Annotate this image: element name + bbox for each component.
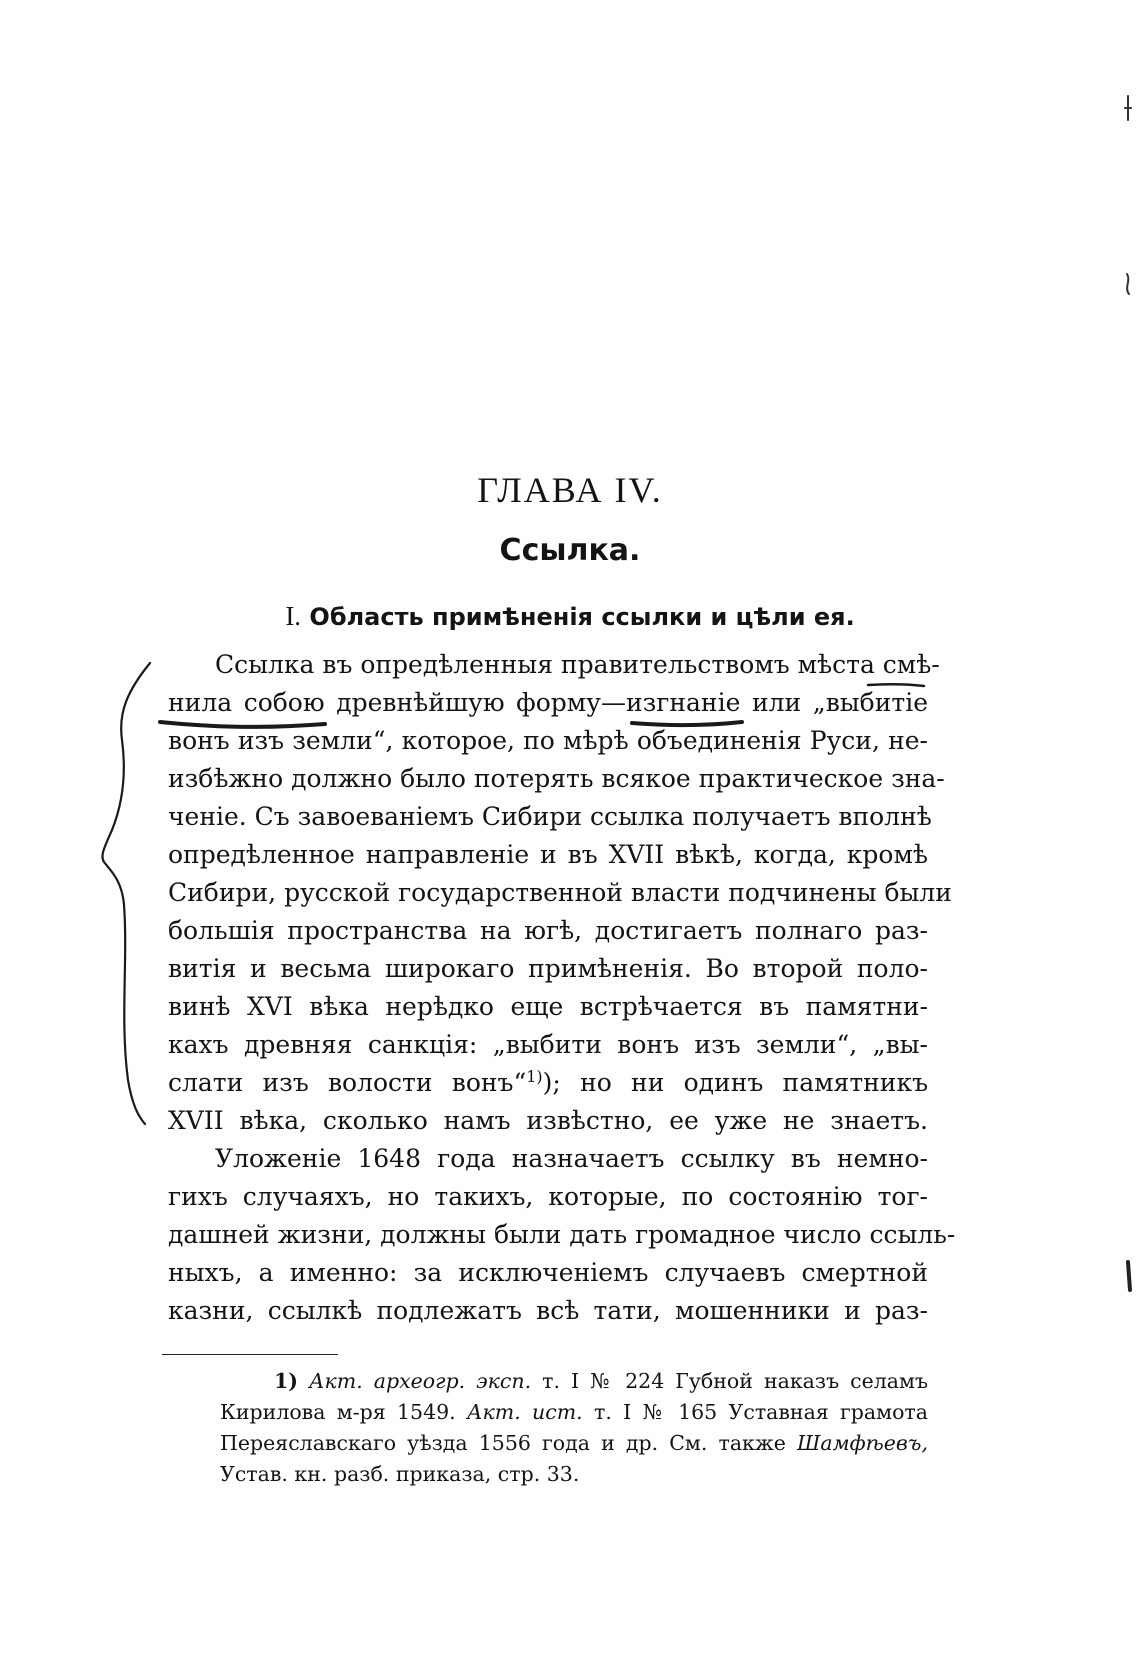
body-line-tail: ); но ни одинъ памятникъ: [542, 1068, 928, 1097]
margin-mark: [1125, 96, 1131, 120]
body-line: Уложеніе 1648 года назначаетъ ссылку въ немно-: [215, 1144, 928, 1173]
body-line: гихъ случаяхъ, но такихъ, которые, по состоянію тог-: [168, 1182, 928, 1211]
footnote-line: [220, 1397, 928, 1428]
footnote-marker: 1): [274, 1369, 298, 1393]
footnote-divider: [162, 1354, 338, 1355]
footnote-text: Кирилова м-ря 1549.: [220, 1400, 456, 1424]
footnote-author: Шамфѣевъ,: [796, 1431, 928, 1455]
body-line: витія и весьма широкаго примѣненія. Во второй поло-: [168, 954, 928, 983]
footnote-reference[interactable]: 1): [526, 1067, 543, 1086]
body-line: избѣжно должно было потерять всякое практическое зна-: [168, 764, 945, 793]
margin-mark: [1127, 274, 1129, 294]
footnote-line: [220, 1428, 928, 1459]
body-paragraphs: [168, 646, 956, 1330]
footnote-text: Переяславскаго уѣзда 1556 года и др. См. также: [220, 1431, 786, 1455]
body-line: казни, ссылкѣ подлежатъ всѣ тати, мошенники и раз-: [168, 1296, 928, 1325]
section-heading-text: Область примѣненія ссылки и цѣли ея.: [309, 603, 855, 631]
footnote-text: т. I № 224 Губной наказъ селамъ: [542, 1369, 928, 1393]
chapter-title: ГЛАВА IV.: [477, 470, 663, 510]
footnotes: [220, 1366, 928, 1490]
section-numeral: I.: [285, 601, 302, 631]
body-line: нила собою древнѣйшую форму—изгнаніе или „выбитіе: [168, 688, 928, 717]
footnote-line: [274, 1366, 928, 1397]
curly-brace-mark: [102, 663, 150, 1124]
footnote-text: т. I № 165 Уставная грамота: [594, 1400, 928, 1424]
body-line-head: слати изъ волости вонъ“: [168, 1068, 527, 1097]
body-line: Ссылка въ опредѣленныя правительствомъ мѣста смѣ-: [215, 650, 940, 679]
body-line: большія пространства на югѣ, достигаетъ полнаго раз-: [168, 916, 928, 945]
body-line-with-footnote: [168, 1064, 928, 1102]
body-line: дашней жизни, должны были дать громадное число ссыль-: [168, 1220, 956, 1249]
margin-mark: [1128, 1262, 1130, 1290]
body-line: вонъ изъ земли“, которое, по мѣрѣ объединенія Руси, не-: [168, 726, 928, 755]
body-line: XVII вѣка, сколько намъ извѣстно, ее уже не знаетъ.: [168, 1106, 928, 1135]
body-line: ныхъ, а именно: за исключеніемъ случаевъ смертной: [168, 1258, 928, 1287]
section-heading: [0, 603, 1140, 630]
chapter-subtitle: Ссылка.: [499, 533, 641, 568]
footnote-line: Устав. кн. разб. приказа, стр. 33.: [220, 1462, 580, 1486]
body-line: кахъ древняя санкція: „выбити вонъ изъ земли“, „вы-: [168, 1030, 928, 1059]
body-line: винѣ XVI вѣка нерѣдко еще встрѣчается въ памятни-: [168, 992, 928, 1021]
footnote-source: Акт. археогр. эксп.: [309, 1369, 532, 1393]
body-line: Сибири, русской государственной власти подчинены были: [168, 878, 952, 907]
footnote-source: Акт. ист.: [467, 1400, 583, 1424]
body-line: ченіе. Съ завоеваніемъ Сибири ссылка получаетъ вполнѣ: [168, 802, 932, 831]
body-line: опредѣленное направленіе и въ XVII вѣкѣ, когда, кромѣ: [168, 840, 928, 869]
